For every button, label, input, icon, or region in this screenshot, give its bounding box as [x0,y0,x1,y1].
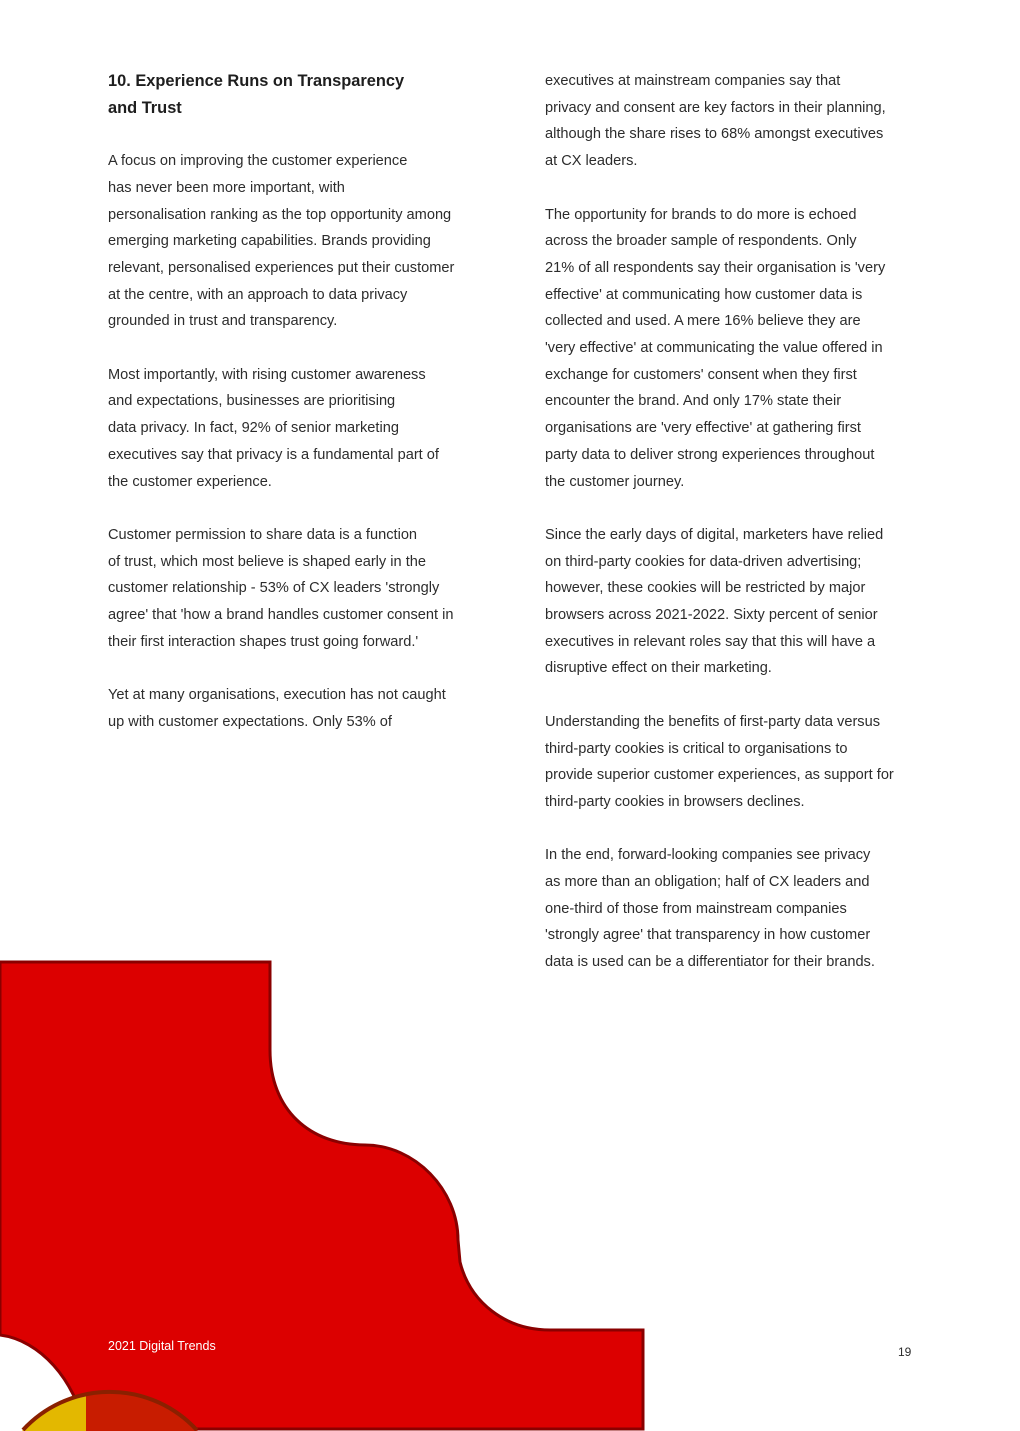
text-line: one-third of those from mainstream companies [545,900,847,917]
text-line: Customer permission to share data is a function [108,526,418,543]
text-line: personalisation ranking as the top opportunity among [108,206,452,223]
text-line: party data to deliver strong experiences throughout [545,446,875,463]
paragraph [108,362,488,496]
heading-line: and Trust [108,98,182,117]
text-line: In the end, forward-looking companies see privacy [545,847,871,864]
text-line: Most importantly, with rising customer awareness [108,366,426,383]
text-line: 21% of all respondents say their organisation is 'very [545,259,886,276]
paragraph [545,842,925,976]
paragraph [545,709,925,816]
text-line: grounded in trust and transparency. [108,313,338,330]
left-column [108,68,488,762]
text-line: 'very effective' at communicating the value offered in [545,340,883,357]
text-line: effective' at communicating how customer data is [545,286,863,303]
paragraph [108,682,488,735]
text-line: as more than an obligation; half of CX leaders and [545,874,870,891]
text-line: emerging marketing capabilities. Brands providing [108,233,431,250]
page-number: 19 [898,1345,912,1359]
text-line: Understanding the benefits of first-party data versus [545,713,881,730]
text-line: 'strongly agree' that transparency in how customer [545,927,871,944]
text-line: disruptive effect on their marketing. [545,660,772,677]
text-line: third-party cookies is critical to organisations to [545,740,848,757]
text-line: agree' that 'how a brand handles customer consent in [108,607,454,624]
yellow-circle-left-shape [22,1395,86,1431]
text-line: data is used can be a differentiator for their brands. [545,954,875,971]
text-line: organisations are 'very effective' at gathering first [545,420,861,437]
paragraph [545,202,925,496]
paragraph [545,68,925,175]
text-line: and expectations, businesses are prioritising [108,393,396,410]
text-line: data privacy. In fact, 92% of senior marketing [108,420,399,437]
text-line: collected and used. A mere 16% believe they are [545,313,861,330]
text-line: The opportunity for brands to do more is echoed [545,206,857,223]
text-line: up with customer expectations. Only 53% of [108,713,392,730]
text-line: executives say that privacy is a fundamental part of [108,446,439,463]
text-line: executives at mainstream companies say that [545,73,841,89]
text-line: across the broader sample of respondents. Only [545,233,857,250]
text-line: at CX leaders. [545,153,638,170]
text-line: Yet at many organisations, execution has not caught [108,687,446,704]
text-line: relevant, personalised experiences put their customer [108,259,455,276]
text-line: third-party cookies in browsers declines. [545,793,805,810]
heading-line: 10. Experience Runs on Transparency [108,72,405,90]
text-line: exchange for customers' consent when they first [545,366,857,383]
paragraph [108,522,488,656]
text-line: Since the early days of digital, marketers have relied [545,526,884,543]
text-line: browsers across 2021-2022. Sixty percent of senior [545,607,878,624]
text-line: has never been more important, with [108,179,345,196]
red-puzzle-shape [0,962,643,1429]
text-line: encounter the brand. And only 17% state their [545,393,842,410]
text-line: customer relationship - 53% of CX leaders 'strongly [108,580,440,597]
text-line: the customer journey. [545,473,685,490]
text-line: provide superior customer experiences, as support for [545,767,894,784]
text-line: privacy and consent are key factors in their planning, [545,99,886,116]
text-line: their first interaction shapes trust going forward.' [108,633,419,650]
text-line: of trust, which most believe is shaped early in the [108,553,426,570]
text-line: the customer experience. [108,473,272,490]
section-heading [108,68,488,121]
footer-report-title: 2021 Digital Trends [108,1339,216,1353]
text-line: executives in relevant roles say that this will have a [545,633,876,650]
text-line: on third-party cookies for data-driven advertising; [545,553,862,570]
paragraph [545,522,925,682]
text-line: however, these cookies will be restricted by major [545,580,866,597]
paragraph [108,148,488,335]
right-column [545,68,925,1003]
text-line: A focus on improving the customer experience [108,153,408,170]
text-line: at the centre, with an approach to data privacy [108,286,408,303]
text-line: although the share rises to 68% amongst executives [545,126,884,143]
